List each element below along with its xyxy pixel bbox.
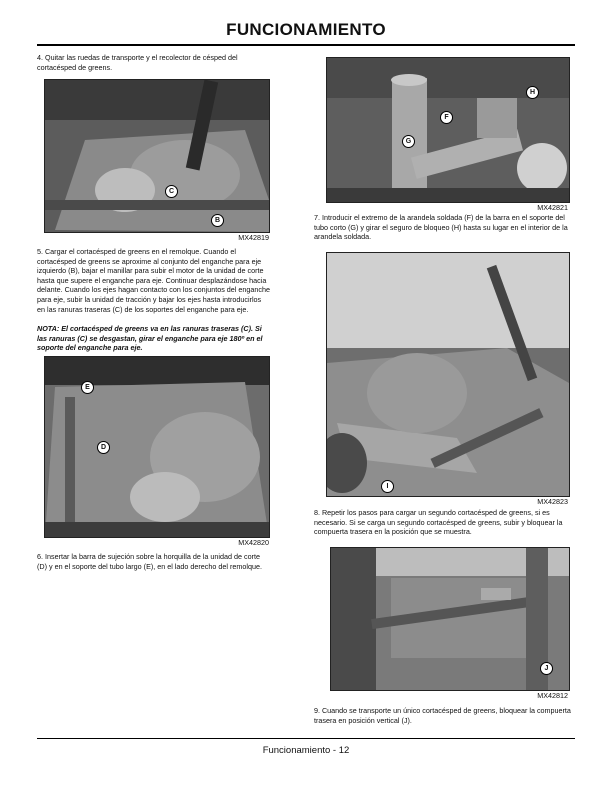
header-rule (37, 44, 575, 46)
note-text: NOTA: El cortacésped de greens va en las ranuras traseras (C). Si las ranuras (C) se desgastan, girar el enganche para eje 180º en el soporte del enganche para eje. (37, 324, 263, 353)
figure-caption: MX42823 (537, 497, 568, 506)
callout-i: I (381, 480, 394, 493)
step-6-text: 6. Insertar la barra de sujeción sobre la horquilla de la unidad de corte (D) y en el soporte del tubo largo (E), en el lado derecho del remolque. (37, 552, 262, 571)
callout-h: H (526, 86, 539, 99)
callout-g: G (402, 135, 415, 148)
callout-f: F (440, 111, 453, 124)
figure-caption: MX42819 (238, 233, 269, 242)
callout-b: B (211, 214, 224, 227)
figure-mx42823 (326, 252, 570, 497)
step-8-text: 8. Repetir los pasos para cargar un segundo cortacésped de greens, si es necesario. Si se carga un segundo cortacésped de greens, subir y bloquear la compuerta trasera en la posición que se muestra. (314, 508, 563, 537)
callout-d: D (97, 441, 110, 454)
callout-j: J (540, 662, 553, 675)
step-5-text: 5. Cargar el cortacésped de greens en el remolque. Cuando el cortacésped de greens se aproxime al conjunto del enganche para eje izquierdo (B), bajar el manillar para subir el motor de la unidad de corte hasta que supere el enganche para eje. Continuar desplazándose hacia delante. Cuando los ejes hagan contacto con los conjuntos del enganche para eje, subir la unidad de tracción y bajar los ejes hasta introducirlos en las ranuras traseras (C) de los soportes del enganche para eje. (37, 247, 270, 314)
footer-rule (37, 738, 575, 739)
page-title: FUNCIONAMIENTO (226, 20, 386, 39)
step-7-text: 7. Introducir el extremo de la arandela soldada (F) de la barra en el soporte del tubo corto (G) y girar el seguro de bloqueo (H) hasta su lugar en el interior de la arandela soldada. (314, 213, 568, 242)
step-9-text: 9. Cuando se transporte un único cortacésped de greens, bloquear la compuerta trasera en posición vertical (J). (314, 706, 571, 725)
figure-mx42820 (44, 356, 270, 538)
step-4-text: 4. Quitar las ruedas de transporte y el recolector de césped del cortacésped de greens. (37, 53, 238, 72)
figure-mx42812 (330, 547, 570, 691)
figure-mx42821 (326, 57, 570, 203)
figure-mx42819 (44, 79, 270, 233)
callout-e: E (81, 381, 94, 394)
figure-caption: MX42820 (238, 538, 269, 547)
callout-c: C (165, 185, 178, 198)
page-footer: Funcionamiento - 12 (262, 745, 350, 756)
figure-caption: MX42821 (537, 203, 568, 212)
figure-caption: MX42812 (537, 691, 568, 700)
